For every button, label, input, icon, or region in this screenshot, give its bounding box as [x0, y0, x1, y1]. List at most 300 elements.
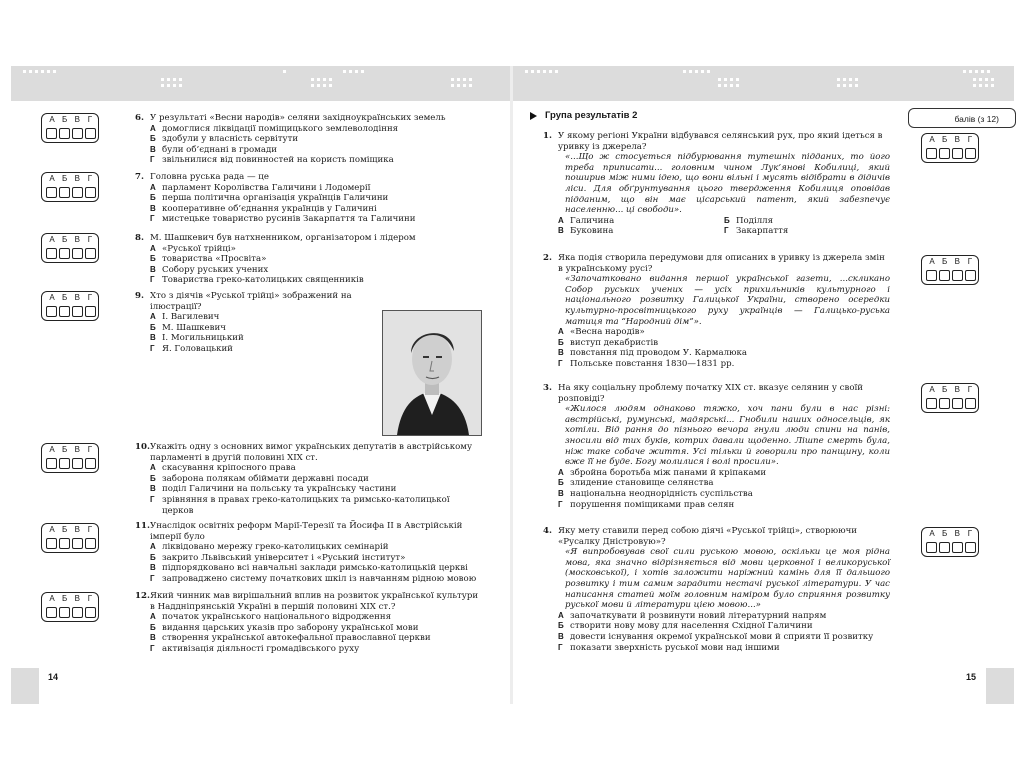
answer-checkbox[interactable]: [46, 128, 57, 139]
answer-option[interactable]: [135, 183, 465, 194]
answer-option[interactable]: [135, 344, 380, 355]
answer-letter: Б: [62, 115, 68, 124]
option-text: Галичина: [570, 215, 615, 226]
question-text: У якому регіоні України відбувався селянський рух, про який ідеться в уривку із джерела?: [558, 131, 883, 152]
header-band-dot: [975, 70, 978, 73]
option-letter: Б: [150, 193, 156, 203]
answer-checkbox[interactable]: [59, 607, 70, 618]
option-text: виступ декабристів: [570, 337, 659, 348]
option-text: товариства «Просвіта»: [162, 254, 267, 265]
header-band-dot: [707, 70, 710, 73]
answer-letter: Г: [87, 293, 93, 302]
answer-option[interactable]: [135, 312, 380, 323]
question-text: Головна руська рада — це: [150, 172, 269, 182]
answer-checkbox[interactable]: [59, 128, 70, 139]
header-band-dot: [463, 84, 466, 87]
score-box: [908, 108, 1016, 128]
answer-checkbox[interactable]: [59, 458, 70, 469]
header-band-dot: [525, 70, 528, 73]
answer-checkbox[interactable]: [952, 398, 963, 409]
answer-checkbox[interactable]: [965, 398, 976, 409]
header-band-dot: [991, 78, 994, 81]
option-letter: Б: [558, 337, 564, 347]
header-band-dot: [724, 84, 727, 87]
answer-checkbox[interactable]: [72, 458, 83, 469]
portrait-drawing: [383, 311, 481, 435]
option-text: Я. Головацький: [162, 343, 233, 354]
answer-box[interactable]: [41, 592, 99, 622]
option-letter: Б: [150, 134, 156, 144]
header-band-dot: [311, 78, 314, 81]
answer-checkbox[interactable]: [59, 538, 70, 549]
header-band-dot: [469, 78, 472, 81]
answer-box[interactable]: [921, 383, 979, 413]
answer-letter: В: [954, 385, 960, 394]
option-text: зрівняння в правах греко-католицьких та римсько-католицької церков: [162, 494, 450, 516]
option-letter: Б: [150, 473, 156, 483]
option-letter: А: [150, 243, 156, 253]
header-band-dot: [555, 70, 558, 73]
option-text: Польське повстання 1830—1831 рр.: [570, 358, 735, 369]
answer-checkbox[interactable]: [72, 128, 83, 139]
answer-letter: Б: [942, 385, 948, 394]
answer-option[interactable]: [135, 204, 465, 215]
answer-checkbox[interactable]: [939, 398, 950, 409]
answer-checkbox[interactable]: [46, 187, 57, 198]
answer-letter: Г: [87, 445, 93, 454]
answer-letter: А: [49, 525, 55, 534]
answer-option[interactable]: [135, 323, 380, 334]
answer-option[interactable]: [135, 563, 480, 574]
header-band-dot: [973, 84, 976, 87]
option-text: підпорядковано всі навчальні заклади римсько-католицькій церкві: [162, 563, 468, 574]
answer-option[interactable]: [135, 193, 465, 204]
answer-option[interactable]: [135, 254, 465, 265]
answer-option[interactable]: [135, 124, 465, 135]
option-letter: А: [558, 215, 564, 225]
option-letter: А: [150, 612, 156, 622]
answer-letter: Г: [967, 135, 973, 144]
answer-option[interactable]: [135, 244, 465, 255]
header-band-dot: [283, 70, 286, 73]
option-letter: Г: [558, 642, 563, 652]
header-band-left: [11, 66, 511, 101]
answer-option[interactable]: [135, 542, 480, 553]
header-band-dot: [985, 78, 988, 81]
answer-checkbox[interactable]: [939, 148, 950, 159]
option-text: поділ Галичини на польську та українську частини: [162, 484, 397, 495]
option-letter: Б: [150, 322, 156, 332]
answer-box[interactable]: [41, 233, 99, 263]
answer-checkbox[interactable]: [926, 270, 937, 281]
source-quote: «Жилося людям однаково тяжко, хоч пани були в нас різні: австрійські, румунські, мадярські... Гнобили наших односельців, як хотіли. Від рання до пізнього вечора гнули люди спини на панів, зносили від тих буків, котрих давали щоденно. Лішпе смерть була, ніж таке собаче життя. Усі тільки й говорили про панщину, коли вже її не буде. Богу молилися і волі просили».: [565, 404, 890, 468]
answer-letter: В: [954, 529, 960, 538]
answer-option[interactable]: [135, 495, 480, 516]
option-text: скасування кріпосного права: [162, 463, 296, 474]
answer-checkbox[interactable]: [965, 148, 976, 159]
header-band-dot: [329, 78, 332, 81]
option-text: мистецьке товариство русинів Закарпаття та Галичини: [162, 214, 416, 225]
answer-option[interactable]: [135, 553, 480, 564]
answer-option[interactable]: [543, 359, 890, 370]
answer-option[interactable]: [543, 643, 890, 654]
option-letter: А: [150, 463, 156, 473]
header-band-dot: [701, 70, 704, 73]
option-letter: Б: [724, 215, 730, 225]
question-number: 2.: [543, 253, 552, 263]
question-text: Хто з діячів «Руської трійці» зображений на ілюстрації?: [150, 291, 352, 312]
question-number: 3.: [543, 383, 552, 393]
question: [543, 253, 890, 370]
answer-option[interactable]: [135, 214, 465, 225]
answer-letter: Б: [62, 525, 68, 534]
question: [543, 526, 890, 653]
answer-checkbox[interactable]: [926, 542, 937, 553]
header-band-dot: [973, 78, 976, 81]
question-text: Укажіть одну з основних вимог українських депутатів в австрійському парламенті в другій половині XIX ст.: [150, 442, 473, 463]
header-band-dot: [537, 70, 540, 73]
answer-option[interactable]: [543, 327, 890, 338]
answer-checkbox[interactable]: [72, 306, 83, 317]
answer-option[interactable]: [135, 155, 465, 166]
answer-checkbox[interactable]: [46, 458, 57, 469]
question-number: 7.: [135, 172, 144, 182]
option-letter: Г: [558, 358, 563, 368]
header-band-dot: [724, 78, 727, 81]
header-band-right: [513, 66, 1014, 101]
header-band-dot: [173, 84, 176, 87]
answer-option[interactable]: [135, 574, 480, 585]
answer-checkbox[interactable]: [939, 270, 950, 281]
question: [135, 291, 380, 355]
header-band-dot: [457, 78, 460, 81]
header-band-dot: [41, 70, 44, 73]
answer-checkbox[interactable]: [965, 542, 976, 553]
answer-checkbox[interactable]: [59, 248, 70, 259]
answer-checkbox[interactable]: [952, 270, 963, 281]
header-band-dot: [329, 84, 332, 87]
answer-checkbox[interactable]: [939, 542, 950, 553]
option-text: Собору руських учених: [162, 264, 269, 275]
header-band-dot: [730, 84, 733, 87]
option-text: довести існування окремої української мови й сприяти її розвитку: [570, 631, 874, 642]
answer-letter: Б: [942, 135, 948, 144]
answer-checkbox[interactable]: [85, 187, 96, 198]
header-band-dot: [457, 84, 460, 87]
answer-checkbox[interactable]: [85, 458, 96, 469]
answer-checkbox[interactable]: [85, 607, 96, 618]
page-number-right: 15: [966, 672, 977, 682]
answer-option[interactable]: [135, 134, 465, 145]
answer-letter: В: [74, 525, 80, 534]
option-text: парламент Королівства Галичини і Лодомерії: [162, 182, 371, 193]
header-band-dot: [179, 78, 182, 81]
header-band-dot: [53, 70, 56, 73]
header-band-dot: [855, 84, 858, 87]
answer-checkbox[interactable]: [952, 148, 963, 159]
option-letter: Г: [150, 155, 155, 165]
answer-letter: В: [74, 235, 80, 244]
option-text: перша політична організація українців Галичини: [162, 193, 389, 204]
page-number-tab-right: [986, 668, 1014, 704]
option-text: повстання під проводом У. Кармалюка: [570, 348, 748, 359]
option-text: злидение становище селянства: [570, 478, 714, 489]
header-band-dot: [161, 84, 164, 87]
question: [135, 521, 480, 585]
answer-option[interactable]: [135, 275, 465, 286]
header-band-dot: [991, 84, 994, 87]
option-letter: Г: [558, 499, 563, 509]
answer-box[interactable]: [41, 291, 99, 321]
answer-option[interactable]: [135, 265, 465, 276]
answer-letter: Г: [967, 257, 973, 266]
header-band-dot: [47, 70, 50, 73]
answer-box[interactable]: [921, 133, 979, 163]
header-band-dot: [451, 84, 454, 87]
answer-letter: Б: [62, 594, 68, 603]
answer-letter: Г: [87, 115, 93, 124]
header-band-dot: [317, 84, 320, 87]
group-title: [530, 110, 637, 121]
question-text: Яку мету ставили перед собою діячі «Руської трійці», створюючи «Русалку Дністровую»?: [558, 526, 857, 547]
answer-checkbox[interactable]: [59, 306, 70, 317]
answer-option[interactable]: [543, 500, 890, 511]
answer-option[interactable]: [135, 484, 480, 495]
answer-option[interactable]: [543, 621, 890, 632]
option-letter: А: [558, 610, 564, 620]
answer-option[interactable]: [135, 474, 480, 485]
header-band-dot: [683, 70, 686, 73]
option-letter: В: [150, 633, 156, 643]
header-band-dot: [161, 78, 164, 81]
option-text: ліквідовано мережу греко-католицьких семінарій: [162, 542, 389, 553]
header-band-dot: [695, 70, 698, 73]
answer-checkbox[interactable]: [46, 607, 57, 618]
question-text: М. Шашкевич був натхненником, організатором і лідером: [150, 233, 416, 243]
answer-option[interactable]: [135, 612, 480, 623]
answer-checkbox[interactable]: [72, 538, 83, 549]
option-letter: Г: [150, 343, 155, 353]
answer-checkbox[interactable]: [59, 187, 70, 198]
answer-box[interactable]: [41, 443, 99, 473]
answer-checkbox[interactable]: [72, 187, 83, 198]
option-text: порушення поміщиками прав селян: [570, 499, 735, 510]
answer-checkbox[interactable]: [72, 248, 83, 259]
option-letter: Б: [150, 254, 156, 264]
option-text: І. Вагилевич: [162, 312, 220, 323]
header-band-dot: [167, 78, 170, 81]
option-text: «Весна народів»: [570, 327, 645, 338]
answer-box[interactable]: [41, 172, 99, 202]
answer-letter: В: [74, 115, 80, 124]
question-number: 4.: [543, 526, 552, 536]
answer-letter: А: [49, 174, 55, 183]
answer-checkbox[interactable]: [85, 128, 96, 139]
option-letter: В: [150, 484, 156, 494]
option-letter: Г: [150, 643, 155, 653]
header-band-dot: [981, 70, 984, 73]
header-band-dot: [979, 78, 982, 81]
option-letter: В: [558, 488, 564, 498]
option-text: створити нову мову для населення Східної Галичини: [570, 621, 813, 632]
question: [543, 383, 890, 510]
answer-option[interactable]: [724, 226, 890, 237]
header-band-dot: [689, 70, 692, 73]
option-text: здобули у власність сервітути: [162, 134, 299, 145]
header-band-dot: [451, 78, 454, 81]
answer-letter: Г: [87, 174, 93, 183]
answer-option[interactable]: [135, 463, 480, 474]
answer-letter: А: [929, 385, 935, 394]
question-number: 11.: [135, 521, 150, 531]
answer-letter: А: [49, 445, 55, 454]
answer-checkbox[interactable]: [926, 148, 937, 159]
header-band-dot: [843, 84, 846, 87]
header-band-dot: [23, 70, 26, 73]
answer-letter: А: [49, 235, 55, 244]
header-band-dot: [979, 84, 982, 87]
option-text: Буковина: [570, 226, 614, 237]
question: [135, 233, 465, 286]
question-text: Який чинник мав вирішальний вплив на розвиток української культури в Наддніпрянській Україні в першій половині XIX ст.?: [150, 591, 479, 612]
answer-letter: А: [49, 115, 55, 124]
score-label: балів (з 12): [954, 114, 999, 124]
option-text: активізація діяльності громадівського руху: [162, 643, 360, 654]
header-band-dot: [837, 84, 840, 87]
answer-checkbox[interactable]: [926, 398, 937, 409]
option-text: «Руської трійці»: [162, 243, 236, 254]
option-letter: В: [150, 333, 156, 343]
answer-option[interactable]: [543, 489, 890, 500]
option-letter: В: [558, 226, 564, 236]
answer-option[interactable]: [543, 468, 890, 479]
header-band-dot: [718, 84, 721, 87]
answer-option[interactable]: [724, 216, 890, 227]
option-letter: Г: [724, 226, 729, 236]
option-text: І. Могильницький: [162, 333, 244, 344]
option-text: були об’єднані в громади: [162, 144, 277, 155]
answer-option[interactable]: [135, 623, 480, 634]
question: [135, 591, 480, 655]
answer-option[interactable]: [135, 633, 480, 644]
answer-box[interactable]: [41, 523, 99, 553]
question-number: 8.: [135, 233, 144, 243]
option-letter: В: [150, 563, 156, 573]
header-band-dot: [849, 84, 852, 87]
answer-checkbox[interactable]: [46, 306, 57, 317]
answer-checkbox[interactable]: [965, 270, 976, 281]
option-letter: Г: [150, 275, 155, 285]
answer-checkbox[interactable]: [46, 248, 57, 259]
answer-box[interactable]: [41, 113, 99, 143]
option-text: заборона полякам обіймати державні посади: [162, 473, 369, 484]
header-band-dot: [736, 78, 739, 81]
header-band-dot: [843, 78, 846, 81]
option-text: показати зверхність руської мови над іншими: [570, 642, 780, 653]
option-text: національна неоднорідність суспільства: [570, 488, 753, 499]
header-band-dot: [167, 84, 170, 87]
answer-option[interactable]: [543, 348, 890, 359]
triangle-bullet-icon: [530, 112, 537, 120]
answer-letter: А: [929, 135, 935, 144]
option-text: звільнилися від повинностей на користь поміщика: [162, 155, 394, 166]
header-band-dot: [543, 70, 546, 73]
answer-letter: А: [929, 257, 935, 266]
portrait-illustration: [382, 310, 482, 436]
answer-letter: В: [954, 135, 960, 144]
option-letter: А: [558, 467, 564, 477]
header-band-dot: [179, 84, 182, 87]
answer-box[interactable]: [921, 255, 979, 285]
question: [135, 113, 465, 166]
answer-letter: Г: [967, 385, 973, 394]
header-band-dot: [730, 78, 733, 81]
header-band-dot: [361, 70, 364, 73]
question-number: 10.: [135, 442, 150, 452]
answer-option[interactable]: [558, 216, 724, 227]
answer-option[interactable]: [135, 644, 480, 655]
header-band-dot: [355, 70, 358, 73]
answer-option[interactable]: [558, 226, 724, 237]
option-letter: В: [558, 631, 564, 641]
answer-letter: Г: [87, 525, 93, 534]
answer-letter: В: [74, 594, 80, 603]
answer-letter: Б: [942, 257, 948, 266]
option-text: кооперативне об’єднання українців у Галичині: [162, 203, 377, 214]
header-band-dot: [736, 84, 739, 87]
header-band-dot: [987, 70, 990, 73]
header-band-dot: [463, 78, 466, 81]
answer-letter: Б: [62, 235, 68, 244]
answer-checkbox[interactable]: [952, 542, 963, 553]
answer-checkbox[interactable]: [72, 607, 83, 618]
option-letter: А: [150, 123, 156, 133]
answer-checkbox[interactable]: [85, 538, 96, 549]
answer-option[interactable]: [543, 632, 890, 643]
question-text: На яку соціальну проблему початку XIX ст. вказує селянин у своїй розповіді?: [558, 383, 863, 404]
answer-letter: Г: [87, 235, 93, 244]
header-band-dot: [343, 70, 346, 73]
header-band-dot: [173, 78, 176, 81]
answer-checkbox[interactable]: [85, 306, 96, 317]
header-band-dot: [855, 78, 858, 81]
question: [135, 172, 465, 225]
answer-option[interactable]: [135, 333, 380, 344]
page-number-tab-left: [11, 668, 39, 704]
answer-box[interactable]: [921, 527, 979, 557]
answer-checkbox[interactable]: [46, 538, 57, 549]
question-text: Яка подія створила передумови для описаних в уривку із джерела змін в українському русі?: [558, 253, 885, 274]
header-band-dot: [985, 84, 988, 87]
answer-option[interactable]: [543, 478, 890, 489]
option-letter: Б: [558, 478, 564, 488]
answer-checkbox[interactable]: [85, 248, 96, 259]
answer-option[interactable]: [543, 338, 890, 349]
answer-option[interactable]: [543, 611, 890, 622]
option-text: закрито Львівський університет і «Руський інститут»: [162, 552, 406, 563]
option-text: домоглися ліквідації поміщицького землеволодіння: [162, 123, 399, 134]
answer-option[interactable]: [135, 145, 465, 156]
answer-letter: Б: [62, 174, 68, 183]
source-quote: «Я випробовував свої сили руською мовою, оскільки це моя рідна мова, яка значно відрізняється від мови церковної і великоруської (московської), і хотів заложити наріжний камінь для її дальшого розвитку і тим самим зарадити нестачі руської літератури. У час написання статей моїм головним наміром було сприяння розвитку руської мови й літератури цією мовою...»: [565, 547, 890, 611]
answer-letter: Б: [942, 529, 948, 538]
option-letter: Г: [150, 573, 155, 583]
question-number: 6.: [135, 113, 144, 123]
option-letter: А: [150, 542, 156, 552]
source-quote: «Започатковано видання першої української газети, ...скликано Собор руських учених — усіх прихильників культурного і національного розвитку Галицької України, створено осередки культурно-просвітницького руху українців — Галицько-руська матиця та “Народний дім”».: [565, 274, 890, 327]
header-band-dot: [969, 70, 972, 73]
header-band-dot: [323, 78, 326, 81]
